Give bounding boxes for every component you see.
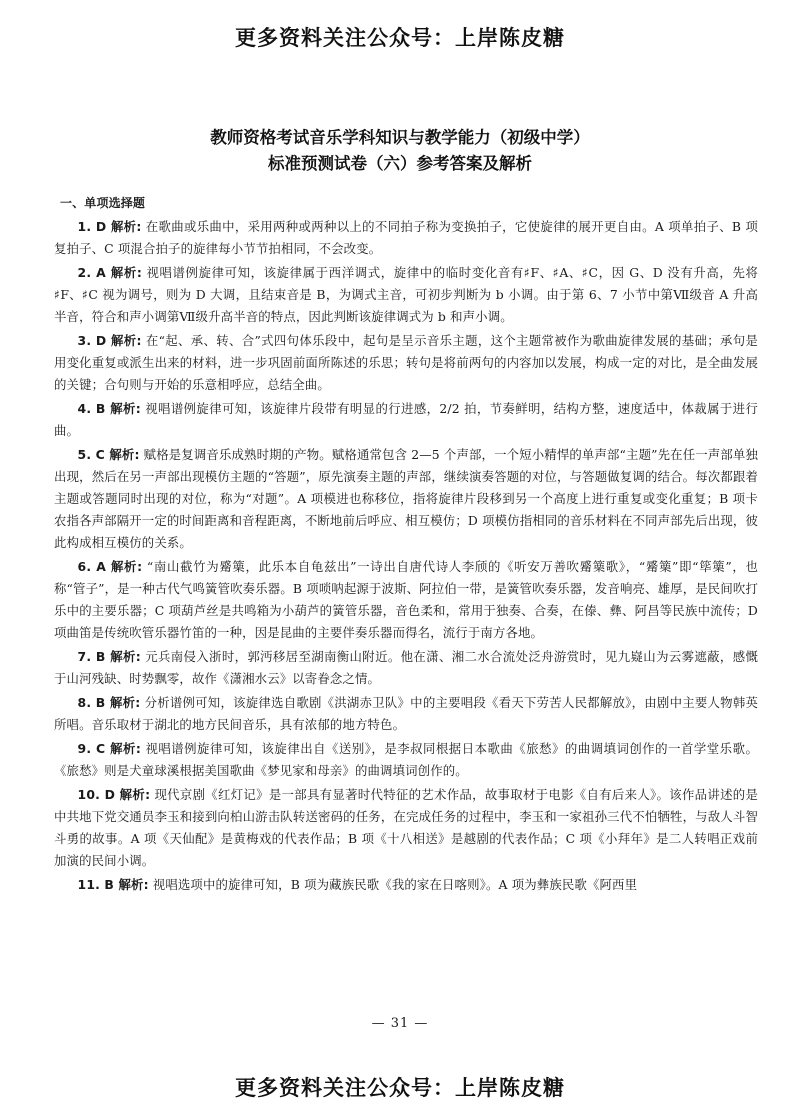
answer-key	[78, 219, 142, 234]
analysis-text: 视唱选项中的旋律可知，B 项为藏族民歌《我的家在日喀则》。A 项为彝族民歌《阿西里	[152, 877, 638, 892]
answer-key	[78, 649, 141, 664]
question-number: 3.	[77, 333, 92, 348]
analysis-text: 在“起、承、转、合”式四句体乐段中，起句是呈示音乐主题，这个主题常被作为歌曲旋律发展的基础；承句是用变化重复或派生出来的材料，进一步巩固前面所陈述的乐思；转句是将前两句的内容加以发展，构成一定的对比，是全曲发展的关键；合句则与开始的乐意相呼应，总结全曲。	[54, 333, 758, 392]
section-heading: 一、单项选择题	[60, 196, 146, 210]
answer-choice: B	[104, 877, 115, 892]
answer-choice: B	[95, 649, 106, 664]
answer-item	[54, 646, 758, 690]
page-number: — 31 —	[371, 1016, 429, 1031]
question-number: 8.	[77, 695, 92, 710]
analysis-label: 解析:	[110, 219, 142, 234]
answer-key	[78, 787, 151, 802]
answer-choice: B	[95, 401, 106, 416]
answer-key	[78, 265, 142, 280]
analysis-text: 元兵南侵入浙时，郭沔移居至湖南衡山附近。他在潇、湘二水合流处泛舟游赏时，见九嶷山为云雾遮蔽，感慨于山河残缺、时势飘零，故作《潇湘水云》以寄眷念之情。	[54, 649, 759, 686]
answer-choice: C	[96, 741, 106, 756]
answer-choice: D	[95, 333, 107, 348]
footer-banner: 更多资料关注公众号：上岸陈皮糖	[235, 1076, 565, 1100]
question-number: 11.	[77, 877, 100, 892]
question-number: 10.	[77, 787, 100, 802]
analysis-text: “南山截竹为觱篥，此乐本自龟兹出”一诗出自唐代诗人李颀的《听安万善吹觱篥歌》，“觱篥”即“筚篥”，也称“管子”，是一种古代气鸣簧管吹奏乐器。B 项唢呐起源于波斯、阿拉伯一带，是簧管吹奏乐器，发音响亮、雄厚，是民间吹打乐中的主要乐器；C 项葫芦丝是共鸣箱为小葫芦的簧管乐器，音色柔和，常用于独奏、合奏，在傣、彝、阿昌等民族中流传；D 项曲笛是传统吹管乐器竹笛的一种，因是昆曲的主要伴奏乐器而得名，流行于南方各地。	[54, 559, 759, 640]
answer-item	[54, 398, 758, 442]
analysis-text: 视唱谱例旋律可知，该旋律属于西洋调式，旋律中的临时变化音有♯F、♯A、♯C，因 G、D 没有升高，先将♯F、♯C 视为调号，则为 D 大调，且结束音是 B，为调式主音，可初步判断为 b 小调。由于第 6、7 小节中第Ⅶ级音 A 升高半音，符合和声小调第Ⅶ级升高半音的特点，因此判断该旋律调式为 b 和声小调。	[54, 265, 758, 324]
answer-key	[78, 447, 140, 462]
answer-key	[78, 877, 149, 892]
question-number: 2.	[77, 265, 92, 280]
question-number: 6.	[77, 559, 92, 574]
answer-item	[54, 262, 758, 328]
answer-item	[54, 738, 758, 782]
answer-item	[54, 216, 758, 260]
analysis-text: 在歌曲或乐曲中，采用两种或两种以上的不同拍子称为变换拍子，它使旋律的展开更自由。A 项单拍子、B 项复拍子、C 项混合拍子的旋律每小节节拍相同，不会改变。	[54, 219, 758, 256]
analysis-label: 解析:	[110, 741, 141, 756]
analysis-label: 解析:	[118, 877, 149, 892]
answer-key	[78, 695, 141, 710]
analysis-text: 赋格是复调音乐成熟时期的产物。赋格通常包含 2—5 个声部，一个短小精悍的单声部“主题”先在任一声部单独出现，然后在另一声部出现模仿主题的“答题”，原先演奏主题的声部，继续演奏答题的对位，与答题做复调的结合。每次都跟着主题或答题同时出现的对位，称为“对题”。A 项模进也称移位，指将旋律片段移到另一个高度上进行重复或变化重复；B 项卡农指各声部隔开一定的时间距离和音程距离，不断地前后呼应、相互模仿；D 项模仿指相同的音乐材料在不同声部先后出现，彼此构成相互模仿的关系。	[54, 447, 758, 550]
analysis-text: 分析谱例可知，该旋律选自歌剧《洪湖赤卫队》中的主要唱段《看天下劳苦人民都解放》，由剧中主要人物韩英所唱。音乐取材于湖北的地方民间音乐，具有浓郁的地方特色。	[54, 695, 759, 732]
question-number: 7.	[77, 649, 92, 664]
answer-choice: A	[96, 559, 106, 574]
analysis-label: 解析:	[109, 695, 141, 710]
question-number: 4.	[77, 401, 92, 416]
answer-item	[54, 692, 758, 736]
analysis-label: 解析:	[110, 265, 142, 280]
analysis-label: 解析:	[110, 649, 141, 664]
analysis-label: 解析:	[110, 401, 141, 416]
answer-item	[54, 874, 758, 896]
answer-choice: D	[104, 787, 116, 802]
answer-key	[78, 741, 141, 756]
answer-key	[78, 401, 141, 416]
answer-item	[54, 444, 758, 554]
question-number: 1.	[77, 219, 92, 234]
question-number: 9.	[77, 741, 92, 756]
question-number: 5.	[77, 447, 92, 462]
analysis-label: 解析:	[110, 333, 142, 348]
analysis-text: 现代京剧《红灯记》是一部具有显著时代特征的艺术作品，故事取材于电影《自有后来人》。该作品讲述的是中共地下党交通员李玉和接到向柏山游击队转送密码的任务，在完成任务的过程中，李玉和一家祖孙三代不怕牺牲，与敌人斗智斗勇的故事。A 项《天仙配》是黄梅戏的代表作品；B 项《十八相送》是越剧的代表作品；C 项《小拜年》是二人转唱正戏前加演的民间小调。	[54, 787, 759, 868]
answer-choice: C	[95, 447, 105, 462]
answer-key	[78, 333, 142, 348]
answer-content	[54, 192, 758, 898]
analysis-label: 解析:	[110, 559, 143, 574]
answer-list	[54, 216, 758, 896]
answer-choice: A	[96, 265, 106, 280]
answer-item	[54, 556, 758, 644]
analysis-text: 视唱谱例旋律可知，该旋律片段带有明显的行进感，2/2 拍，节奏鲜明，结构方整，速度适中，体裁属于进行曲。	[54, 401, 759, 438]
document-title: 教师资格考试音乐学科知识与教学能力（初级中学）	[210, 128, 590, 147]
header-banner: 更多资料关注公众号：上岸陈皮糖	[235, 26, 565, 50]
answer-item	[54, 330, 758, 396]
answer-choice: B	[95, 695, 106, 710]
answer-choice: D	[95, 219, 107, 234]
answer-key	[78, 559, 143, 574]
analysis-label: 解析:	[109, 447, 140, 462]
analysis-label: 解析:	[119, 787, 151, 802]
analysis-text: 视唱谱例旋律可知，该旋律出自《送别》，是李叔同根据日本歌曲《旅愁》的曲调填词创作的一首学堂乐歌。《旅愁》则是犬童球溪根据美国歌曲《梦见家和母亲》的曲调填词创作的。	[54, 741, 759, 778]
document-subtitle: 标准预测试卷（六）参考答案及解析	[268, 154, 532, 173]
answer-item	[54, 784, 758, 872]
